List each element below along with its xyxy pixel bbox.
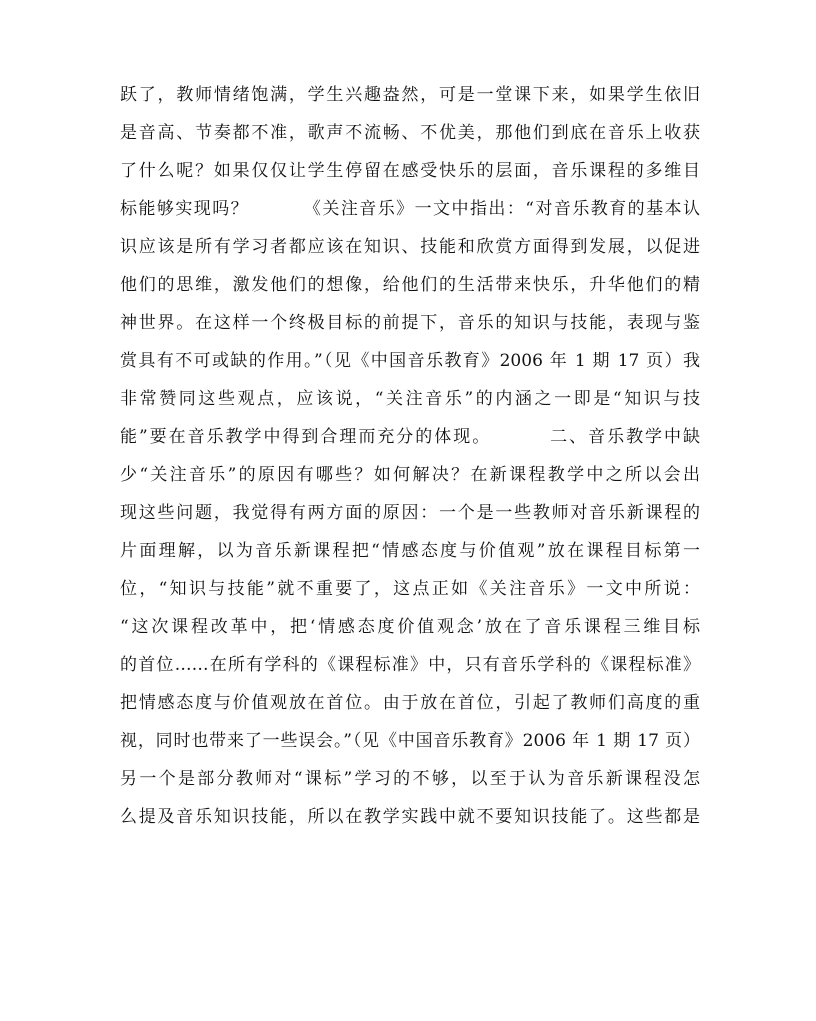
text-line: 另一个是部分教师对“课标”学习的不够，以至于认为音乐新课程没怎	[120, 769, 700, 789]
text-line: 现这些问题，我觉得有两方面的原因：一个是一些教师对音乐新课程的	[120, 503, 700, 523]
text-line: “这次课程改革中，把‘情感态度价值观念’放在了音乐课程三维目标	[120, 617, 700, 637]
text-line: 把情感态度与价值观放在首位。由于放在首位，引起了教师们高度的重	[120, 693, 700, 713]
text-line: 识应该是所有学习者都应该在知识、技能和欣赏方面得到发展，以促进	[120, 237, 700, 257]
text-line: 能”要在音乐教学中得到合理而充分的体现。 二、音乐教学中缺	[120, 427, 700, 447]
text-line: 是音高、节奏都不准，歌声不流畅、不优美，那他们到底在音乐上收获	[120, 123, 700, 143]
text-line: 赏具有不可或缺的作用。”（见《中国音乐教育》2006 年 1 期 17 页）我	[120, 351, 700, 371]
text-line: 跃了，教师情绪饱满，学生兴趣盎然，可是一堂课下来，如果学生依旧	[120, 85, 700, 105]
text-line: 少“关注音乐”的原因有哪些？如何解决？在新课程教学中之所以会出	[120, 465, 700, 485]
text-line: 的首位……在所有学科的《课程标准》中，只有音乐学科的《课程标准》	[120, 655, 700, 675]
text-line: 了什么呢？如果仅仅让学生停留在感受快乐的层面，音乐课程的多维目	[120, 161, 700, 181]
text-line: 神世界。在这样一个终极目标的前提下，音乐的知识与技能，表现与鉴	[120, 313, 700, 333]
text-line: 他们的思维，激发他们的想像，给他们的生活带来快乐，升华他们的精	[120, 275, 700, 295]
text-line: 位，“知识与技能”就不重要了，这点正如《关注音乐》一文中所说：	[120, 579, 700, 599]
text-line: 片面理解，以为音乐新课程把“情感态度与价值观”放在课程目标第一	[120, 541, 700, 561]
text-line: 非常赞同这些观点，应该说，“关注音乐”的内涵之一即是“知识与技	[120, 389, 700, 409]
text-line: 么提及音乐知识技能，所以在教学实践中就不要知识技能了。这些都是	[120, 807, 700, 827]
text-line: 视，同时也带来了一些误会。”（见《中国音乐教育》2006 年 1 期 17 页）	[120, 731, 700, 751]
text-line: 标能够实现吗？ 《关注音乐》一文中指出：“对音乐教育的基本认	[120, 199, 700, 219]
